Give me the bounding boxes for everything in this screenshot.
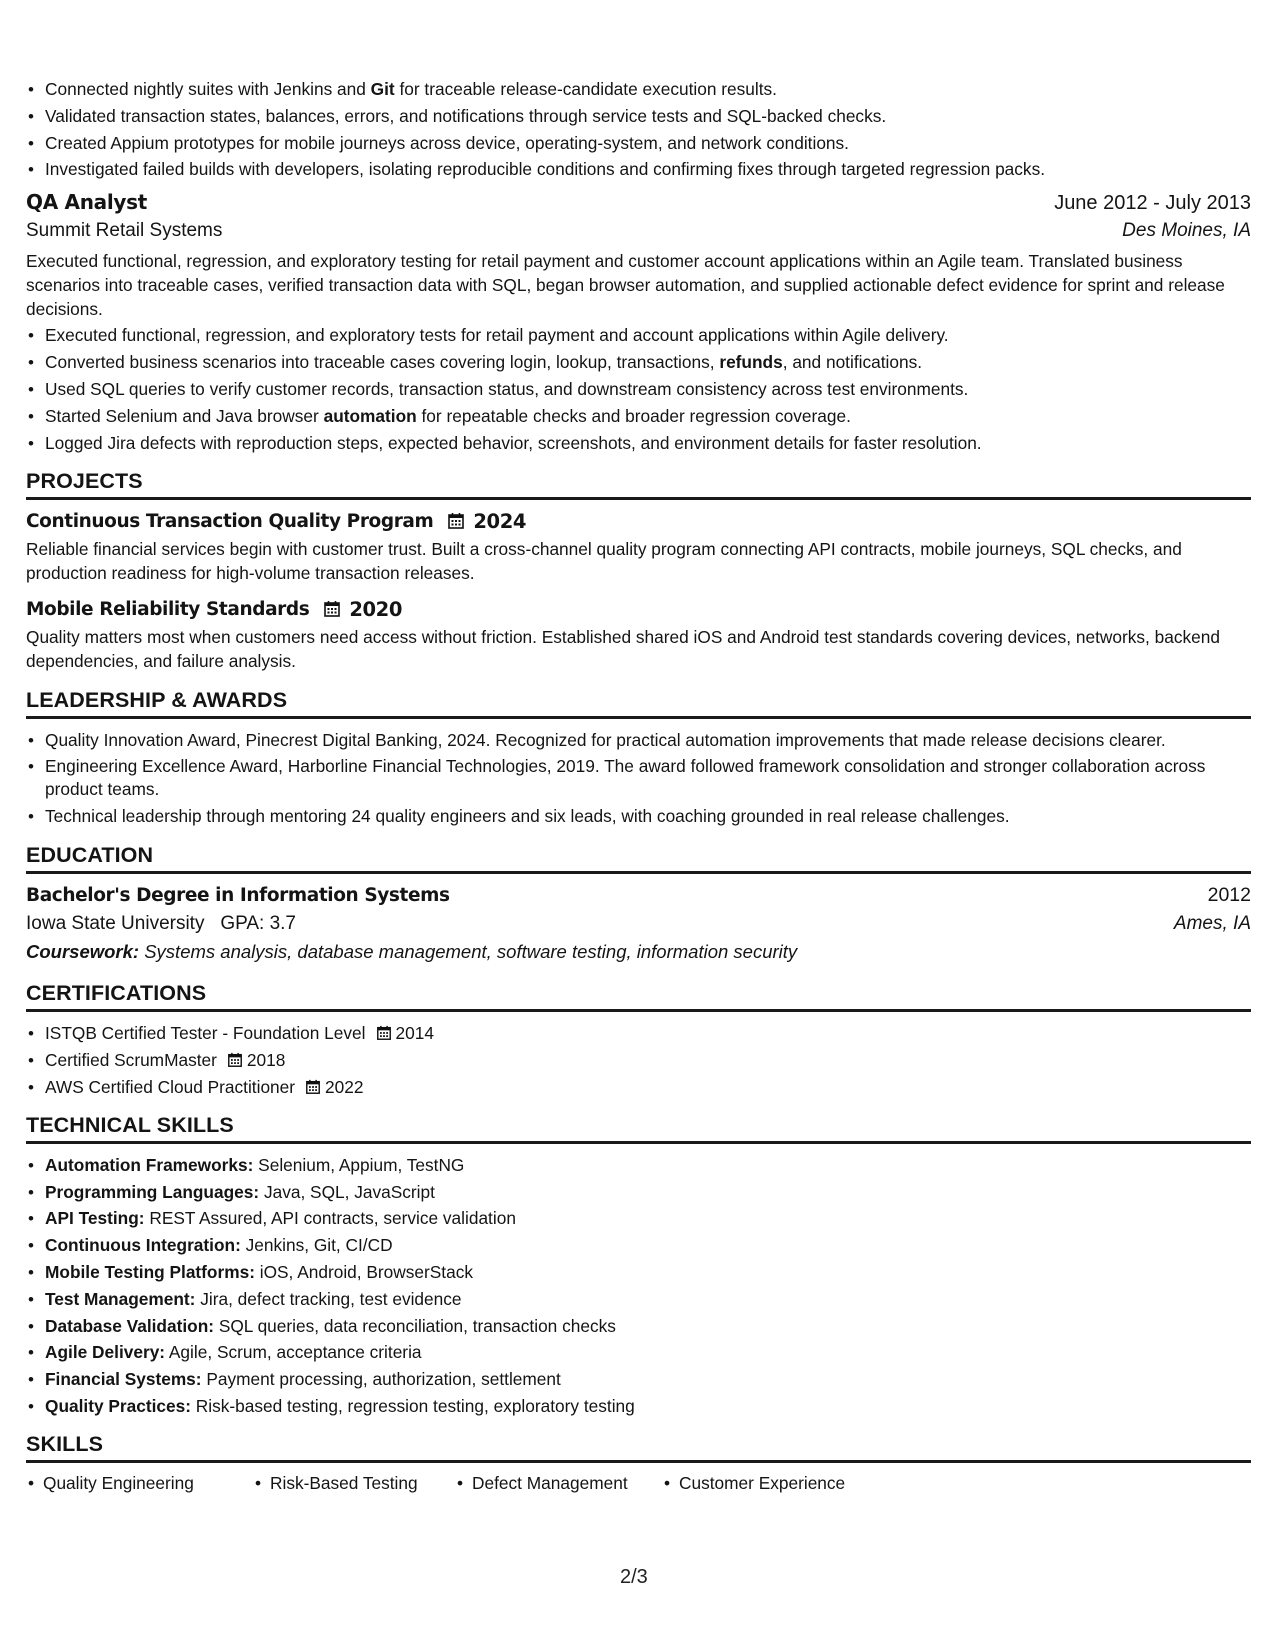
list-item: • ISTQB Certified Tester - Foundation Level 2014 — [43, 1022, 1251, 1045]
section-heading: LEADERSHIP & AWARDS — [26, 688, 1251, 719]
skill-item: • Customer Experience — [662, 1473, 845, 1494]
calendar-icon — [227, 1052, 243, 1068]
job-location: Des Moines, IA — [1122, 220, 1251, 242]
list-item: • Database Validation: SQL queries, data reconciliation, transaction checks — [43, 1315, 1251, 1338]
project-description: Reliable financial services begin with customer trust. Built a cross-channel quality program connecting API contracts, mobile journeys, SQL checks, and production readiness for high-volume transaction releases. — [26, 538, 1182, 583]
list-item: • API Testing: REST Assured, API contracts, service validation — [43, 1207, 1251, 1230]
list-item: • Mobile Testing Platforms: iOS, Android, BrowserStack — [43, 1261, 1251, 1284]
school-name: Iowa State University — [26, 913, 205, 935]
project-description: Quality matters most when customers need access without friction. Established shared iOS and Android test standards covering devices, networks, backend dependencies, and failure analysis. — [26, 626, 1220, 671]
certifications-section — [26, 981, 1251, 1099]
list-item: • Created Appium prototypes for mobile journeys across device, operating-system, and network conditions. — [43, 132, 1251, 155]
list-item: • Converted business scenarios into traceable cases covering login, lookup, transactions, refunds, and notifications. — [43, 351, 1251, 374]
list-item: • Certified ScrumMaster 2018 — [43, 1049, 1251, 1072]
calendar-icon — [305, 1079, 321, 1095]
section-heading: PROJECTS — [26, 469, 1251, 500]
list-item: • Connected nightly suites with Jenkins and Git for traceable release-candidate execution results. — [43, 78, 1251, 101]
list-item: • Automation Frameworks: Selenium, Appium, TestNG — [43, 1154, 1251, 1177]
job-title: QA Analyst — [26, 190, 148, 215]
technical-skills-section — [26, 1113, 1251, 1418]
job-dates: June 2012 - July 2013 — [1054, 192, 1251, 215]
list-item: • Technical leadership through mentoring 24 quality engineers and six leads, with coaching grounded in real release challenges. — [43, 805, 1251, 828]
project-title: Mobile Reliability Standards — [26, 598, 310, 620]
skills-list — [26, 1473, 1251, 1494]
skills-section — [26, 1432, 1251, 1494]
list-item: • Quality Practices: Risk-based testing, regression testing, exploratory testing — [43, 1395, 1251, 1418]
projects-section — [26, 469, 1251, 673]
section-heading: EDUCATION — [26, 843, 1251, 874]
list-item: • Programming Languages: Java, SQL, JavaScript — [43, 1181, 1251, 1204]
company-name: Summit Retail Systems — [26, 220, 223, 242]
project-entry — [26, 598, 1251, 673]
list-item: • Engineering Excellence Award, Harborline Financial Technologies, 2019. The award followed framework consolidation and stronger collaboration across product teams. — [43, 755, 1251, 801]
experience-continued-bullets — [26, 78, 1251, 181]
project-entry — [26, 510, 1251, 585]
section-heading: TECHNICAL SKILLS — [26, 1113, 1251, 1144]
list-item: • Quality Innovation Award, Pinecrest Digital Banking, 2024. Recognized for practical automation improvements that made release decisions clearer. — [43, 729, 1251, 752]
list-item: • Investigated failed builds with developers, isolating reproducible conditions and confirming fixes through targeted regression packs. — [43, 158, 1251, 181]
list-item: • Agile Delivery: Agile, Scrum, acceptance criteria — [43, 1341, 1251, 1364]
leadership-section — [26, 688, 1251, 829]
technical-skills-list — [26, 1154, 1251, 1418]
skill-item: • Quality Engineering — [26, 1473, 253, 1494]
skill-item: • Risk-Based Testing — [253, 1473, 455, 1494]
certifications-list — [26, 1022, 1251, 1099]
education-section — [26, 843, 1251, 963]
degree-title: Bachelor's Degree in Information Systems — [26, 885, 450, 907]
calendar-icon — [376, 1025, 392, 1041]
school-location: Ames, IA — [1173, 913, 1251, 935]
gpa: GPA: 3.7 — [220, 913, 296, 935]
list-item: • Used SQL queries to verify customer records, transaction status, and downstream consistency across test environments. — [43, 378, 1251, 401]
list-item: • Test Management: Jira, defect tracking, test evidence — [43, 1288, 1251, 1311]
section-heading: SKILLS — [26, 1432, 1251, 1463]
section-heading: CERTIFICATIONS — [26, 981, 1251, 1012]
list-item: • Logged Jira defects with reproduction steps, expected behavior, screenshots, and environment details for faster resolution. — [43, 432, 1251, 455]
skill-item: • Defect Management — [455, 1473, 662, 1494]
leadership-list — [26, 729, 1251, 829]
job-entry — [26, 190, 1251, 454]
page-number: 2/3 — [620, 1566, 648, 1588]
list-item: • Executed functional, regression, and exploratory tests for retail payment and account applications within Agile delivery. — [43, 324, 1251, 347]
resume-page — [26, 78, 1251, 1494]
project-year: 2024 — [473, 509, 527, 533]
list-item: • AWS Certified Cloud Practitioner 2022 — [43, 1076, 1251, 1099]
project-year: 2020 — [349, 597, 403, 621]
list-item: • Financial Systems: Payment processing, authorization, settlement — [43, 1368, 1251, 1391]
job-summary: Executed functional, regression, and exploratory testing for retail payment and customer account applications within an Agile team. Translated business scenarios into traceable cases, verified transaction data with SQL, began browser automation, and supplied actionable defect evidence for sprint and release decisions. — [26, 251, 1225, 320]
coursework: Coursework: Systems analysis, database management, software testing, information security — [26, 941, 798, 963]
calendar-icon — [323, 600, 341, 618]
list-item: • Started Selenium and Java browser automation for repeatable checks and broader regression coverage. — [43, 405, 1251, 428]
list-item: • Continuous Integration: Jenkins, Git, CI/CD — [43, 1234, 1251, 1257]
list-item: • Validated transaction states, balances, errors, and notifications through service tests and SQL-backed checks. — [43, 105, 1251, 128]
calendar-icon — [447, 512, 465, 530]
graduation-year: 2012 — [1207, 884, 1251, 907]
project-title: Continuous Transaction Quality Program — [26, 510, 434, 532]
job-bullets — [26, 324, 1251, 454]
